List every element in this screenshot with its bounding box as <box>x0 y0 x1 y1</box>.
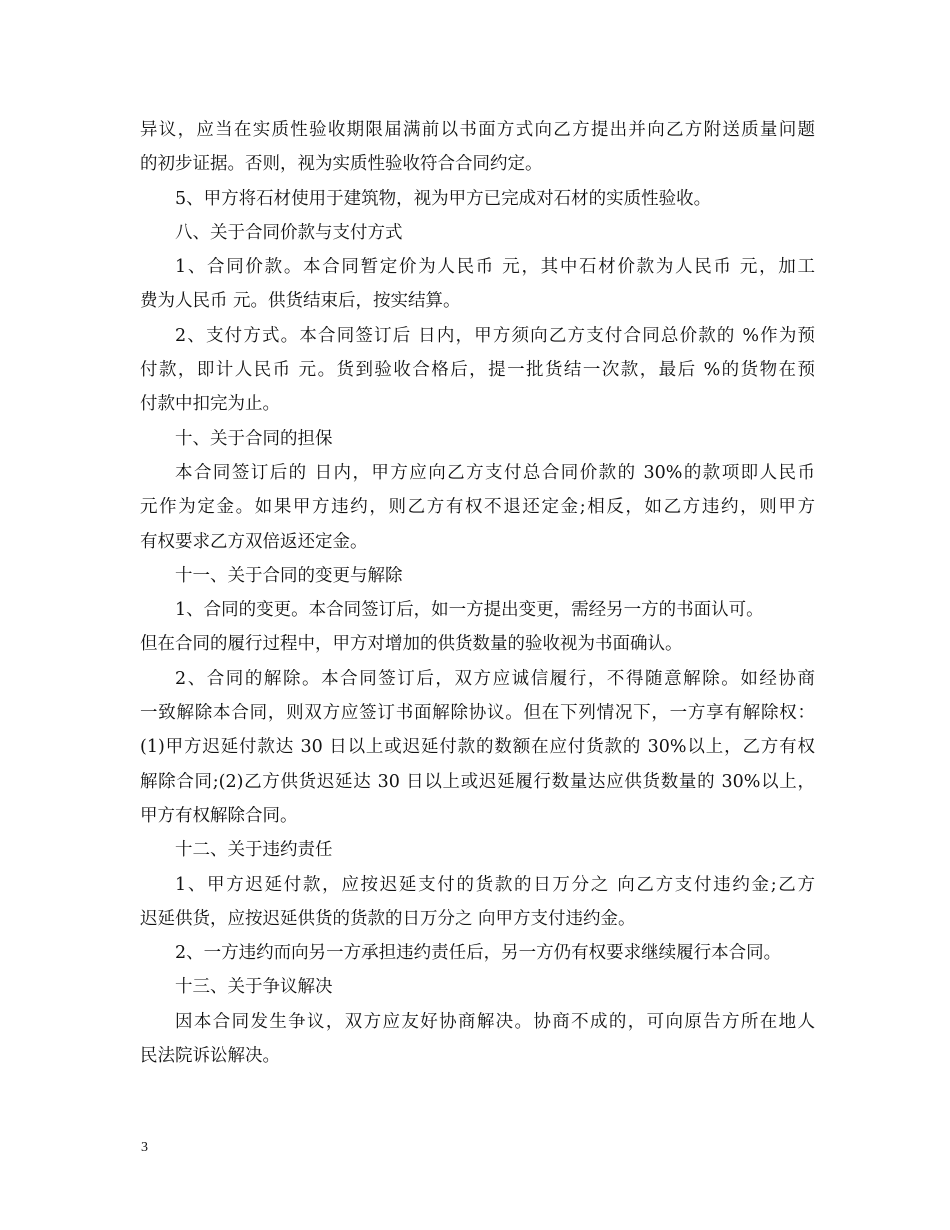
clause-item: 2、一方违约而向另一方承担违约责任后，另一方仍有权要求继续履行本合同。 <box>175 943 782 964</box>
text-line: 付款中扣完为止。 <box>140 394 280 415</box>
page-number: 3 <box>141 1140 148 1155</box>
section-heading: 十、关于合同的担保 <box>175 428 333 449</box>
text-line: 的初步证据。否则，视为实质性验收符合合同约定。 <box>140 154 543 175</box>
clause-item: 1、甲方迟延付款，应按迟延支付的货款的日万分之 向乙方支付违约金;乙方 <box>175 874 815 895</box>
text-line: 一致解除本合同，则双方应签订书面解除协议。但在下列情况下，一方享有解除权： <box>140 703 815 724</box>
text-line: (1)甲方迟延付款达 30 日以上或迟延付款的数额在应付货款的 30%以上，乙方有权 <box>140 737 815 758</box>
section-heading: 十二、关于违约责任 <box>175 840 333 861</box>
section-heading: 八、关于合同价款与支付方式 <box>175 222 403 243</box>
text-line: 但在合同的履行过程中，甲方对增加的供货数量的验收视为书面确认。 <box>140 634 683 655</box>
text-line: 迟延供货，应按迟延供货的货款的日万分之 向甲方支付违约金。 <box>140 908 636 929</box>
text-line: 元作为定金。如果甲方违约，则乙方有权不退还定金;相反，如乙方违约，则甲方 <box>140 497 815 518</box>
section-heading: 十一、关于合同的变更与解除 <box>175 565 403 586</box>
text-line: 甲方有权解除合同。 <box>140 805 298 826</box>
section-heading: 十三、关于争议解决 <box>175 977 333 998</box>
text-line: 异议，应当在实质性验收期限届满前以书面方式向乙方提出并向乙方附送质量问题 <box>140 120 815 140</box>
clause-item: 本合同签订后的 日内，甲方应向乙方支付总合同价款的 30%的款项即人民币 <box>175 462 815 483</box>
text-line: 费为人民币 元。供货结束后，按实结算。 <box>140 291 461 312</box>
text-line: 有权要求乙方双倍返还定金。 <box>140 531 368 552</box>
text-line: 解除合同;(2)乙方供货迟延达 30 日以上或迟延履行数量达应供货数量的 30%以上， <box>140 771 815 792</box>
clause-item: 2、合同的解除。本合同签订后，双方应诚信履行，不得随意解除。如经协商 <box>175 668 815 689</box>
clause-item: 1、合同的变更。本合同签订后，如一方提出变更，需经另一方的书面认可。 <box>175 600 764 621</box>
clause-item: 5、甲方将石材使用于建筑物，视为甲方已完成对石材的实质性验收。 <box>175 188 712 209</box>
clause-item: 因本合同发生争议，双方应友好协商解决。协商不成的，可向原告方所在地人 <box>175 1011 815 1032</box>
text-line: 民法院诉讼解决。 <box>140 1046 280 1067</box>
clause-item: 2、支付方式。本合同签订后 日内，甲方须向乙方支付合同总价款的 %作为预 <box>175 325 815 346</box>
clause-item: 1、合同价款。本合同暂定价为人民币 元，其中石材价款为人民币 元，加工 <box>175 257 815 278</box>
text-line: 付款，即计人民币 元。货到验收合格后，提一批货结一次款，最后 %的货物在预 <box>140 360 815 381</box>
contract-body <box>140 113 815 1073</box>
